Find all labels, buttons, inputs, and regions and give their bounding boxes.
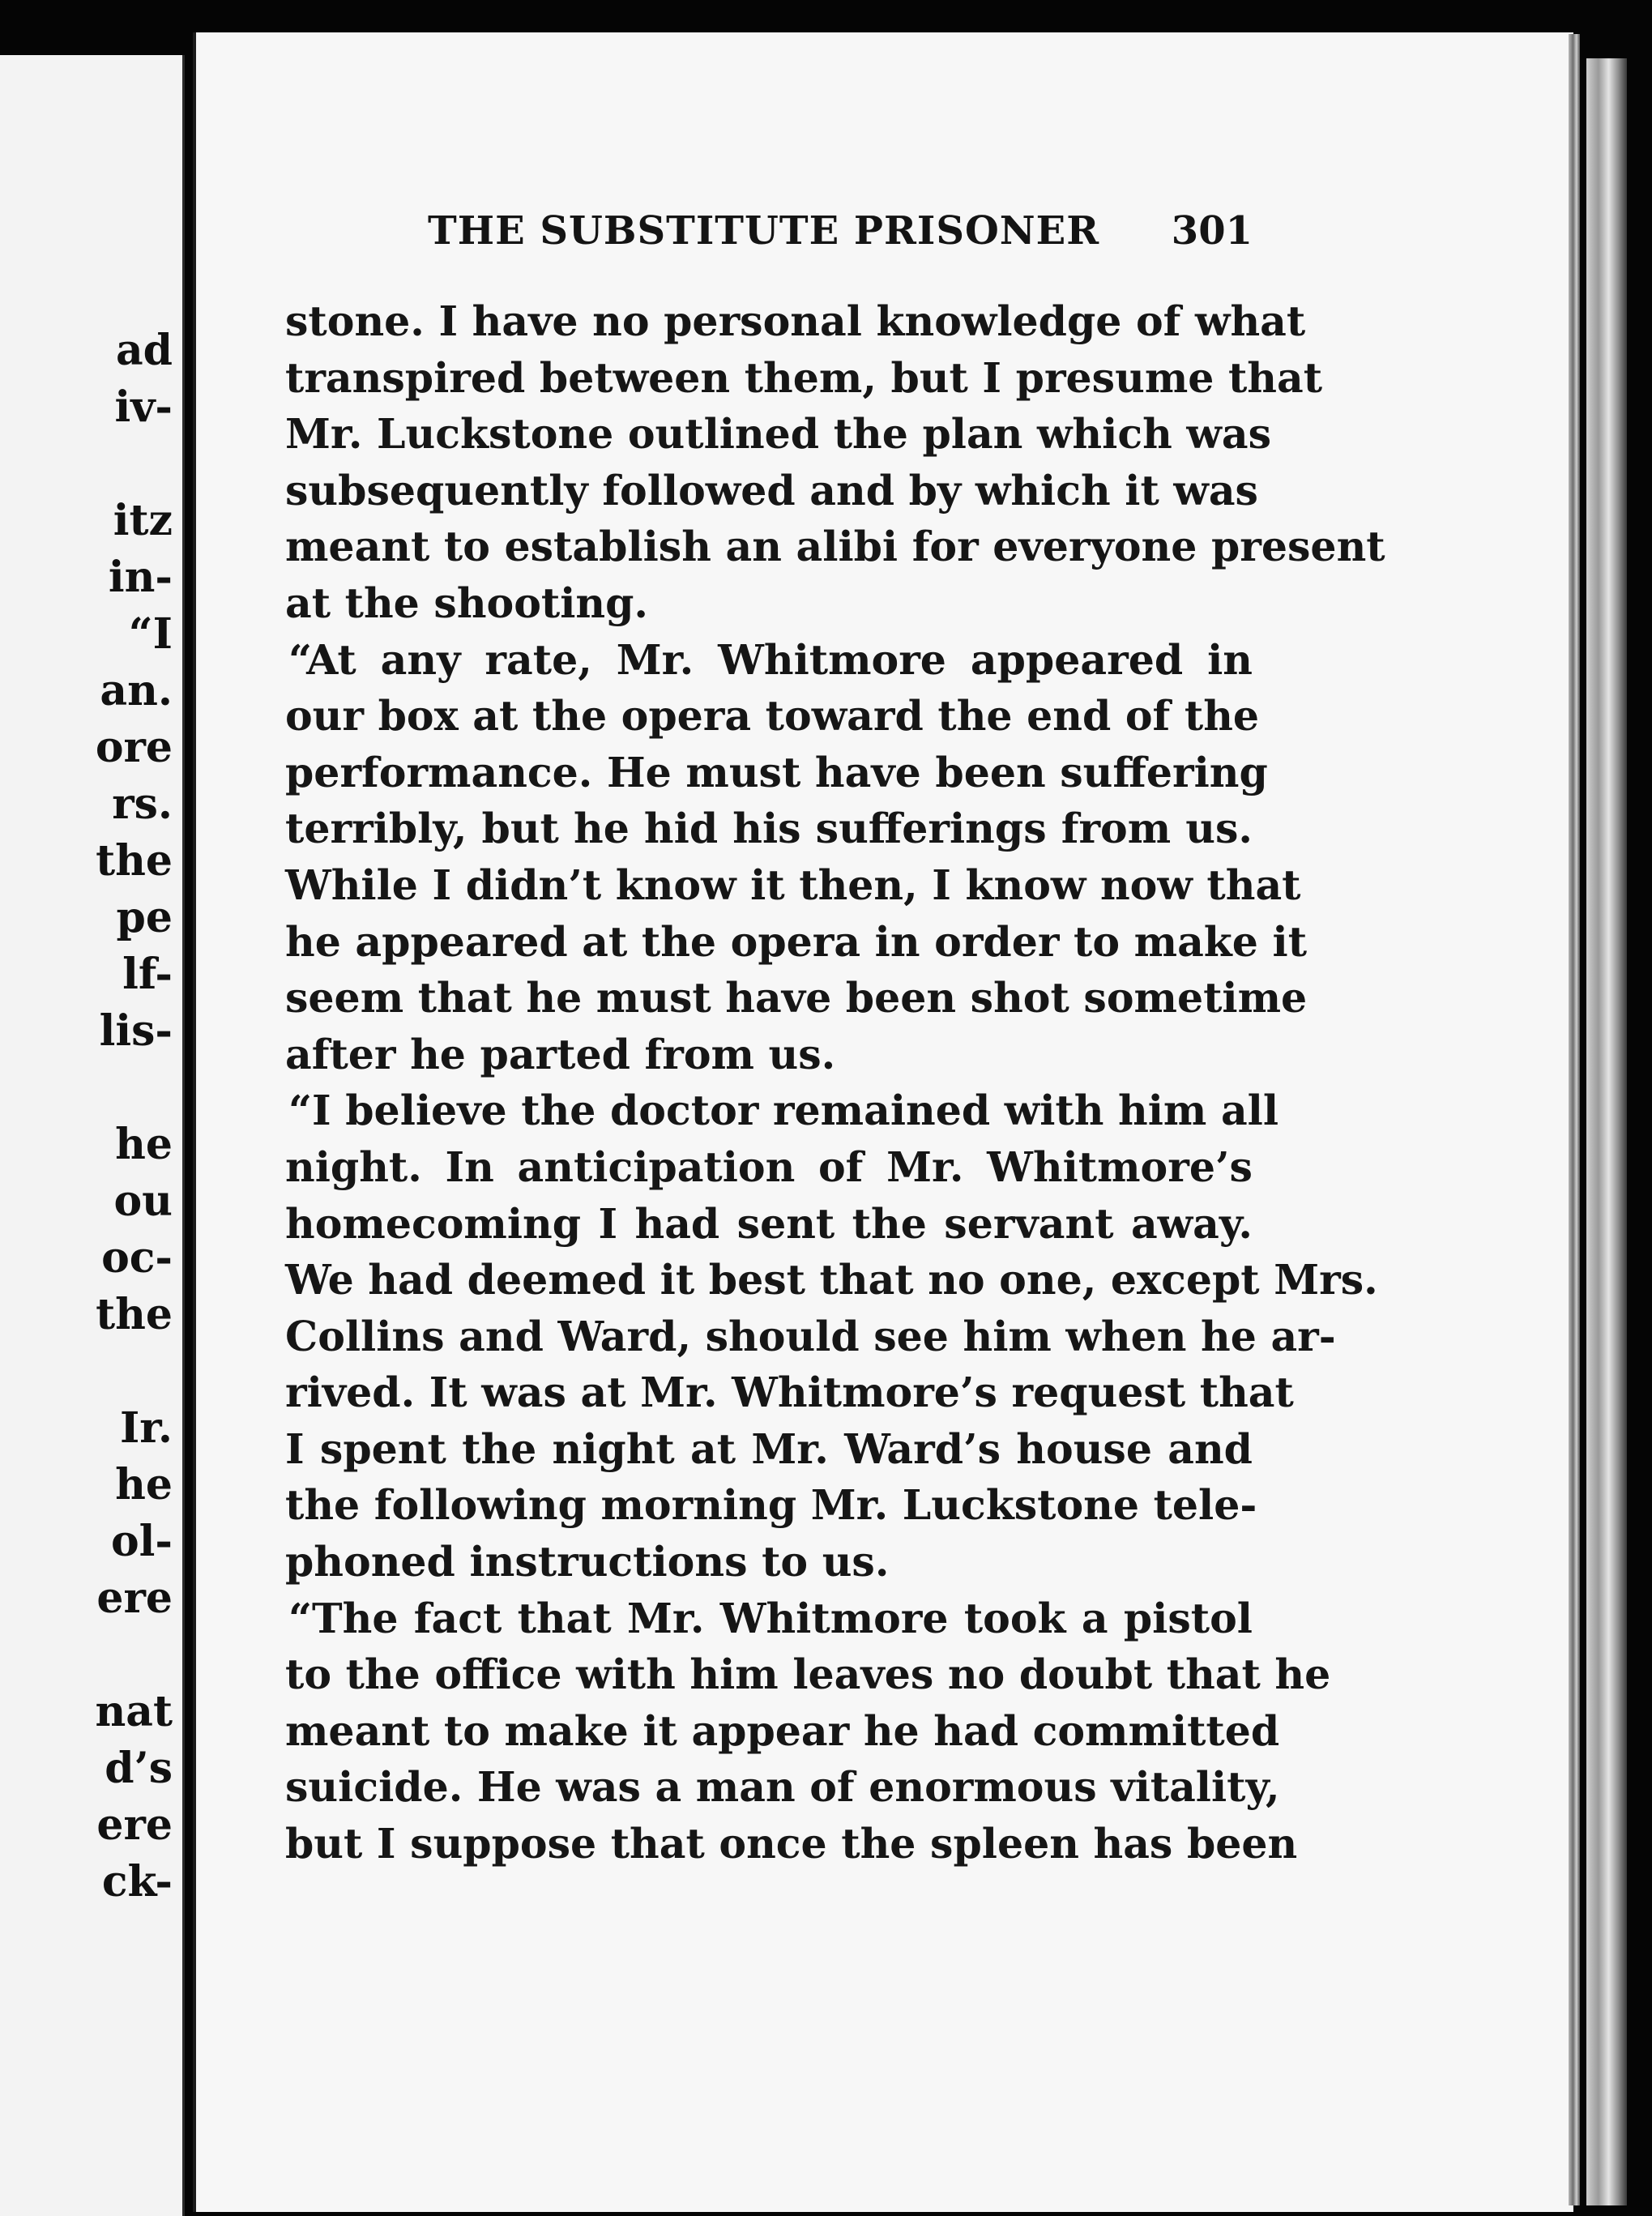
text-line: “The fact that Mr. Whitmore took a pistol (288, 1594, 1253, 1642)
text-line: to the office with him leaves no doubt that he (285, 1650, 1331, 1699)
left-fragment: iv- (114, 382, 173, 432)
text-line: Collins and Ward, should see him when he ar- (285, 1312, 1336, 1360)
left-fragment: he (115, 1460, 173, 1509)
left-fragment: the (96, 836, 173, 886)
text-line: he appeared at the opera in order to make it (285, 917, 1308, 966)
page-number: 301 (1171, 208, 1253, 254)
left-fragment: ere (96, 1800, 173, 1850)
body-text (285, 293, 1385, 1872)
left-fragment: lis- (99, 1006, 173, 1056)
text-line: our box at the opera toward the end of the (285, 692, 1260, 741)
left-fragment: an. (100, 666, 173, 715)
running-head-title: THE SUBSTITUTE PRISONER (428, 208, 1100, 254)
left-fragment: itz (113, 496, 173, 545)
text-line: night. In anticipation of Mr. Whitmore’s (285, 1142, 1253, 1191)
left-fragment: oc- (101, 1233, 173, 1283)
text-line: subsequently followed and by which it was (285, 466, 1258, 515)
text-line: meant to make it appear he had committed (285, 1706, 1280, 1755)
left-fragment: d’s (105, 1744, 173, 1793)
left-fragment: Ir. (119, 1403, 173, 1453)
left-fragment: ck- (101, 1857, 173, 1906)
text-line: phoned instructions to us. (285, 1538, 890, 1586)
text-line: While I didn’t know it then, I know now that (285, 860, 1301, 909)
text-line: We had deemed it best that no one, except Mrs. (285, 1256, 1378, 1304)
text-line: after he parted from us. (285, 1030, 836, 1078)
page-edge (1569, 34, 1580, 2205)
left-fragment: he (115, 1120, 173, 1169)
text-line: rived. It was at Mr. Whitmore’s request that (285, 1368, 1294, 1417)
text-line: “I believe the doctor remained with him all (288, 1087, 1279, 1135)
left-fragment: lf- (122, 950, 173, 999)
left-fragment: “I (128, 609, 173, 659)
left-fragment: pe (116, 893, 173, 942)
text-line: homecoming I had sent the servant away. (285, 1199, 1253, 1248)
left-fragment: in- (108, 553, 173, 602)
text-line: terribly, but he hid his sufferings from us. (285, 805, 1253, 853)
text-line: seem that he must have been shot sometime (285, 974, 1308, 1023)
text-line: transpired between them, but I presume that (285, 353, 1323, 402)
left-fragment: nat (95, 1687, 173, 1736)
text-line: performance. He must have been suffering (285, 748, 1268, 796)
page-edge (1586, 58, 1627, 2205)
text-line: stone. I have no personal knowledge of what (285, 297, 1306, 345)
text-line: the following morning Mr. Luckstone tele- (285, 1481, 1257, 1530)
text-line: at the shooting. (285, 579, 649, 627)
text-line: “At any rate, Mr. Whitmore appeared in (288, 635, 1253, 684)
text-line: but I suppose that once the spleen has been (285, 1820, 1298, 1868)
left-fragment: ad (115, 326, 173, 375)
left-fragment: ore (95, 723, 173, 772)
left-fragment: the (96, 1290, 173, 1339)
left-fragment: rs. (112, 779, 173, 829)
left-fragment: ol- (110, 1517, 173, 1566)
text-line: meant to establish an alibi for everyone present (285, 523, 1385, 571)
previous-page-edge (0, 55, 185, 2216)
text-line: suicide. He was a man of enormous vitality, (285, 1763, 1280, 1812)
left-fragment: ere (96, 1573, 173, 1623)
text-line: Mr. Luckstone outlined the plan which was (285, 410, 1272, 459)
text-line: I spent the night at Mr. Ward’s house and (285, 1424, 1253, 1473)
running-head (428, 203, 1253, 259)
left-fragment: ou (113, 1176, 173, 1226)
